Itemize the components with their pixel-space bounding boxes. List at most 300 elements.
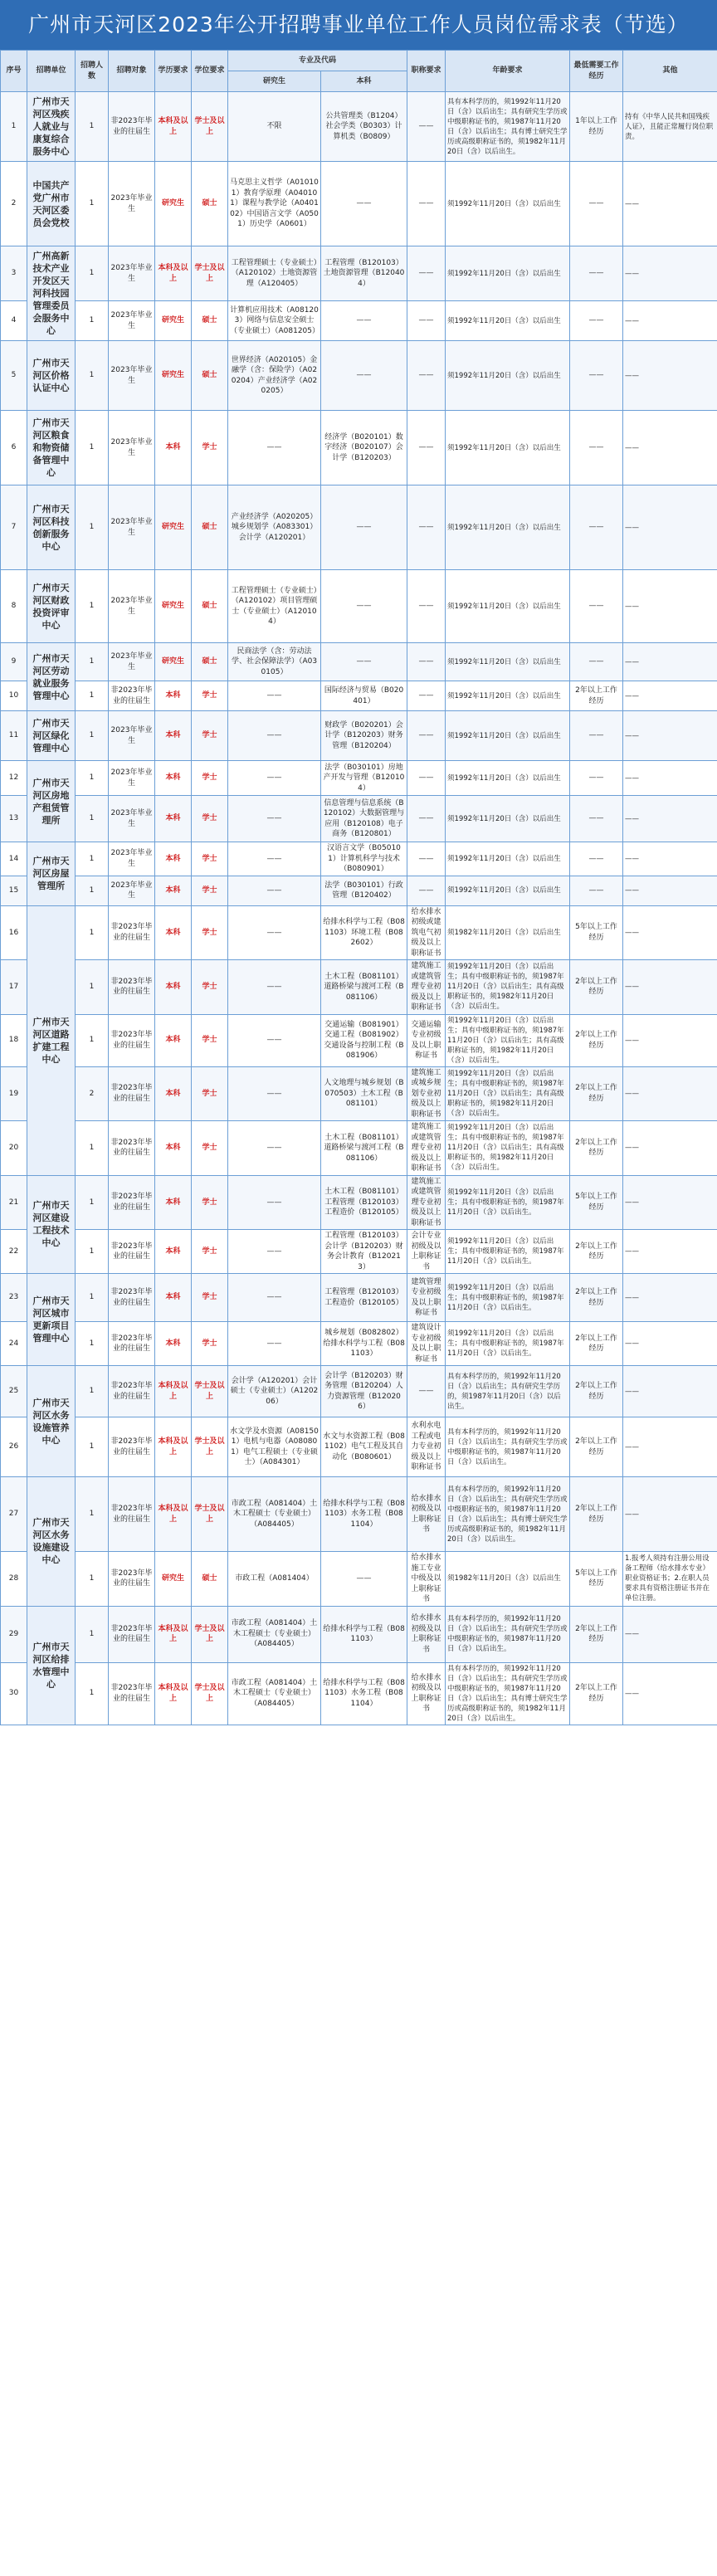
row-other: —— [623, 905, 717, 960]
table-row [1, 643, 717, 681]
row-other: —— [623, 1230, 717, 1274]
row-target: 非2023年毕业的往届生 [109, 1322, 155, 1366]
row-count: 1 [76, 1230, 109, 1274]
row-count: 1 [76, 92, 109, 162]
row-degree: 学士 [192, 1175, 228, 1230]
unit-name: 广州市天河区财政投资评审中心 [27, 570, 76, 643]
row-ug-major: 人文地理与城乡规划（B070503）土木工程（B081101） [321, 1066, 407, 1121]
row-title-req: —— [407, 411, 446, 485]
row-exp-req: —— [570, 796, 623, 842]
row-count: 1 [76, 1274, 109, 1322]
row-age-req: 须1992年11月20日（含）以后出生 [446, 301, 570, 341]
row-ug-major: 土木工程（B081101）道路桥梁与渡河工程（B081106） [321, 1121, 407, 1176]
row-title-req: 建筑设计专业初级及以上职称证书 [407, 1322, 446, 1366]
row-no: 9 [1, 643, 27, 681]
row-title-req: —— [407, 681, 446, 711]
row-edu: 本科及以上 [155, 1606, 192, 1662]
row-exp-req: 2年以上工作经历 [570, 960, 623, 1015]
row-exp-req: 2年以上工作经历 [570, 1274, 623, 1322]
row-ug-major: —— [321, 485, 407, 570]
unit-name: 广州市天河区水务设施管养中心 [27, 1366, 76, 1477]
row-ug-major: 信息管理与信息系统（B120102）大数据管理与应用（B120108）电子商务（B120801） [321, 796, 407, 842]
row-age-req: 须1992年11月20日（含）以后出生 [446, 681, 570, 711]
row-no: 26 [1, 1417, 27, 1477]
row-edu: 研究生 [155, 301, 192, 341]
row-no: 11 [1, 711, 27, 761]
row-title-req: 给水排水初级及以上职称证书 [407, 1662, 446, 1725]
table-row [1, 1366, 717, 1417]
row-edu: 本科 [155, 711, 192, 761]
row-grad-major: —— [228, 1014, 321, 1066]
col-target: 招聘对象 [109, 51, 155, 92]
row-degree: 硕士 [192, 1552, 228, 1607]
row-target: 2023年毕业生 [109, 711, 155, 761]
row-title-req: 交通运输专业初级及以上职称证书 [407, 1014, 446, 1066]
unit-name: 中国共产党广州市天河区委员会党校 [27, 162, 76, 246]
row-no: 6 [1, 411, 27, 485]
row-degree: 学士 [192, 876, 228, 905]
row-ug-major: 工程管理（B120103）工程造价（B120105） [321, 1274, 407, 1322]
row-target: 2023年毕业生 [109, 643, 155, 681]
row-other: —— [623, 960, 717, 1015]
row-grad-major: —— [228, 681, 321, 711]
row-target: 非2023年毕业的往届生 [109, 905, 155, 960]
row-ug-major: 会计学（B120203）财务管理（B120204）人力资源管理（B120206） [321, 1366, 407, 1417]
row-age-req: 须1992年11月20日（含）以后出生 [446, 162, 570, 246]
row-target: 2023年毕业生 [109, 162, 155, 246]
row-count: 1 [76, 1322, 109, 1366]
row-title-req: 建筑管理专业初级及以上职称证书 [407, 1274, 446, 1322]
row-degree: 硕士 [192, 341, 228, 411]
col-age: 年龄要求 [446, 51, 570, 92]
row-grad-major: —— [228, 411, 321, 485]
row-degree: 学士 [192, 411, 228, 485]
row-grad-major: 会计学（A120201）会计硕士（专业硕士）（A120206） [228, 1366, 321, 1417]
row-exp-req: 2年以上工作经历 [570, 1477, 623, 1552]
row-count: 1 [76, 1121, 109, 1176]
row-ug-major: 城乡规划（B082802）给排水科学与工程（B081103） [321, 1322, 407, 1366]
row-title-req: —— [407, 796, 446, 842]
row-age-req: 须1992年11月20日（含）以后出生；具有中级职称证书的，须1987年11月20日（含）以后出生。 [446, 1274, 570, 1322]
row-count: 1 [76, 1477, 109, 1552]
row-no: 15 [1, 876, 27, 905]
row-title-req: 建筑施工或建筑管理专业初级及以上职称证书 [407, 1175, 446, 1230]
row-title-req: 建筑施工或城乡规划专业初级及以上职称证书 [407, 1066, 446, 1121]
row-ug-major: 国际经济与贸易（B020401） [321, 681, 407, 711]
row-ug-major: 公共管理类（B1204）社会学类（B0303）计算机类（B0809） [321, 92, 407, 162]
row-edu: 研究生 [155, 162, 192, 246]
row-target: 非2023年毕业的往届生 [109, 1274, 155, 1322]
row-ug-major: 给排水科学与工程（B081103）水务工程（B081104） [321, 1477, 407, 1552]
row-title-req: —— [407, 1366, 446, 1417]
row-ug-major: 给排水科学与工程（B081103）环境工程（B082602） [321, 905, 407, 960]
row-count: 2 [76, 1066, 109, 1121]
recruitment-table [0, 50, 717, 1725]
row-edu: 本科及以上 [155, 92, 192, 162]
row-no: 29 [1, 1606, 27, 1662]
row-ug-major: 水文与水资源工程（B081102）电气工程及其自动化（B080601） [321, 1417, 407, 1477]
row-ug-major: —— [321, 1552, 407, 1607]
col-major-group: 专业及代码 [228, 51, 407, 71]
row-target: 2023年毕业生 [109, 761, 155, 796]
row-age-req: 须1992年11月20日（含）以后出生；具有中级职称证书的，须1987年11月20日（含）以后出生；具有高级职称证书的，须1982年11月20日（含）以后出生。 [446, 1066, 570, 1121]
table-row [1, 411, 717, 485]
row-edu: 本科及以上 [155, 1477, 192, 1552]
row-ug-major: 法学（B030101）房地产开发与管理（B120104） [321, 761, 407, 796]
table-row [1, 1552, 717, 1607]
row-count: 1 [76, 570, 109, 643]
row-title-req: —— [407, 842, 446, 876]
row-grad-major: —— [228, 1322, 321, 1366]
row-edu: 本科及以上 [155, 1417, 192, 1477]
table-row [1, 1066, 717, 1121]
table-row [1, 301, 717, 341]
row-ug-major: —— [321, 162, 407, 246]
row-count: 1 [76, 1366, 109, 1417]
row-title-req: 给水排水施工专业中级及以上职称证书 [407, 1552, 446, 1607]
table-row [1, 761, 717, 796]
row-age-req: 须1992年11月20日（含）以后出生 [446, 796, 570, 842]
row-exp-req: —— [570, 485, 623, 570]
row-title-req: 给水排水初级或建筑电气初级及以上职称证书 [407, 905, 446, 960]
row-other: —— [623, 796, 717, 842]
col-exp: 最低需要工作经历 [570, 51, 623, 92]
col-edu: 学历要求 [155, 51, 192, 92]
row-count: 1 [76, 1606, 109, 1662]
row-age-req: 具有本科学历的，须1992年11月20日（含）以后出生；具有研究生学历或中级职称证书的，须1987年11月20日（含）以后出生。 [446, 1417, 570, 1477]
row-exp-req: 2年以上工作经历 [570, 1366, 623, 1417]
col-unit: 招聘单位 [27, 51, 76, 92]
row-grad-major: —— [228, 796, 321, 842]
table-row [1, 570, 717, 643]
unit-name: 广州市天河区科技创新服务中心 [27, 485, 76, 570]
row-other: —— [623, 1014, 717, 1066]
row-edu: 本科 [155, 905, 192, 960]
row-edu: 本科 [155, 1322, 192, 1366]
row-other: —— [623, 1121, 717, 1176]
row-edu: 本科 [155, 761, 192, 796]
row-degree: 学士及以上 [192, 1417, 228, 1477]
unit-name: 广州市天河区残疾人就业与康复综合服务中心 [27, 92, 76, 162]
table-row [1, 681, 717, 711]
table-row [1, 1417, 717, 1477]
col-degree: 学位要求 [192, 51, 228, 92]
row-exp-req: —— [570, 761, 623, 796]
row-title-req: —— [407, 92, 446, 162]
row-edu: 研究生 [155, 643, 192, 681]
row-degree: 硕士 [192, 643, 228, 681]
row-other: —— [623, 842, 717, 876]
unit-name: 广州高新技术产业开发区天河科技园管理委员会服务中心 [27, 246, 76, 341]
row-age-req: 须1992年11月20日（含）以后出生 [446, 246, 570, 301]
row-degree: 学士及以上 [192, 1477, 228, 1552]
row-ug-major: 土木工程（B081101）道路桥梁与渡河工程（B081106） [321, 960, 407, 1015]
row-age-req: 须1992年11月20日（含）以后出生 [446, 485, 570, 570]
row-exp-req: 2年以上工作经历 [570, 1066, 623, 1121]
row-count: 1 [76, 485, 109, 570]
row-grad-major: —— [228, 1175, 321, 1230]
row-target: 2023年毕业生 [109, 411, 155, 485]
row-age-req: 具有本科学历的，须1992年11月20日（含）以后出生；具有研究生学历的，须1987年11月20日（含）以后出生。 [446, 1366, 570, 1417]
row-count: 1 [76, 301, 109, 341]
row-no: 30 [1, 1662, 27, 1725]
unit-name: 广州市天河区城市更新项目管理中心 [27, 1274, 76, 1366]
row-age-req: 须1992年11月20日（含）以后出生 [446, 643, 570, 681]
row-degree: 学士及以上 [192, 1662, 228, 1725]
row-grad-major: 世界经济（A020105）金融学（含：保险学）（A020204）产业经济学（A020205） [228, 341, 321, 411]
table-row [1, 92, 717, 162]
row-exp-req: 2年以上工作经历 [570, 1662, 623, 1725]
row-exp-req: 2年以上工作经历 [570, 1322, 623, 1366]
row-no: 19 [1, 1066, 27, 1121]
row-count: 1 [76, 1417, 109, 1477]
row-edu: 研究生 [155, 341, 192, 411]
row-age-req: 须1992年11月20日（含）以后出生；具有中级职称证书的，须1987年11月20日（含）以后出生；具有高级职称证书的，须1982年11月20日（含）以后出生。 [446, 960, 570, 1015]
row-edu: 本科 [155, 681, 192, 711]
row-ug-major: 财政学（B020201）会计学（B120203）财务管理（B120204） [321, 711, 407, 761]
table-row [1, 1606, 717, 1662]
row-other: —— [623, 301, 717, 341]
row-exp-req: —— [570, 570, 623, 643]
row-no: 10 [1, 681, 27, 711]
row-title-req: 建筑施工或建筑管理专业初级及以上职称证书 [407, 1121, 446, 1176]
table-row [1, 1014, 717, 1066]
row-count: 1 [76, 681, 109, 711]
row-target: 2023年毕业生 [109, 341, 155, 411]
row-no: 4 [1, 301, 27, 341]
table-row [1, 711, 717, 761]
row-target: 2023年毕业生 [109, 485, 155, 570]
row-edu: 本科及以上 [155, 1662, 192, 1725]
row-other: —— [623, 1274, 717, 1322]
row-other: —— [623, 1066, 717, 1121]
row-degree: 学士及以上 [192, 246, 228, 301]
row-title-req: —— [407, 761, 446, 796]
unit-name: 广州市天河区给排水管理中心 [27, 1606, 76, 1725]
row-age-req: 须1992年11月20日（含）以后出生 [446, 876, 570, 905]
row-ug-major: 汉语言文学（B050101）计算机科学与技术（B080901） [321, 842, 407, 876]
unit-name: 广州市天河区价格认证中心 [27, 341, 76, 411]
row-target: 非2023年毕业的往届生 [109, 1366, 155, 1417]
row-ug-major: —— [321, 341, 407, 411]
col-other: 其他 [623, 51, 717, 92]
row-degree: 学士 [192, 960, 228, 1015]
row-target: 非2023年毕业的往届生 [109, 1417, 155, 1477]
row-title-req: —— [407, 570, 446, 643]
row-edu: 本科 [155, 1121, 192, 1176]
row-title-req: 水利水电工程或电力专业初级及以上职称证书 [407, 1417, 446, 1477]
row-no: 28 [1, 1552, 27, 1607]
col-count: 招聘人数 [76, 51, 109, 92]
row-edu: 研究生 [155, 1552, 192, 1607]
row-degree: 学士 [192, 1014, 228, 1066]
row-age-req: 具有本科学历的，须1992年11月20日（含）以后出生；具有研究生学历或中级职称证书的，须1987年11月20日（含）以后出生；具有博士研究生学历或高级职称证书的，须1982年11月20日（含）以后出生。 [446, 1662, 570, 1725]
row-exp-req: —— [570, 411, 623, 485]
table-body [1, 92, 717, 1725]
table-row [1, 842, 717, 876]
row-count: 1 [76, 796, 109, 842]
row-degree: 学士 [192, 1066, 228, 1121]
row-degree: 学士 [192, 842, 228, 876]
row-other: —— [623, 876, 717, 905]
row-age-req: 须1982年11月20日（含）以后出生 [446, 905, 570, 960]
row-grad-major: 市政工程（A081404） [228, 1552, 321, 1607]
row-count: 1 [76, 1175, 109, 1230]
row-exp-req: 2年以上工作经历 [570, 681, 623, 711]
row-other: —— [623, 681, 717, 711]
row-degree: 硕士 [192, 162, 228, 246]
row-target: 非2023年毕业的往届生 [109, 1175, 155, 1230]
row-edu: 本科 [155, 960, 192, 1015]
row-degree: 学士 [192, 1274, 228, 1322]
row-exp-req: —— [570, 711, 623, 761]
row-ug-major: —— [321, 301, 407, 341]
row-grad-major: 市政工程（A081404）土木工程硕士（专业硕士）（A084405） [228, 1662, 321, 1725]
row-degree: 学士 [192, 796, 228, 842]
row-other: —— [623, 570, 717, 643]
row-no: 18 [1, 1014, 27, 1066]
row-target: 非2023年毕业的往届生 [109, 1230, 155, 1274]
row-age-req: 须1992年11月20日（含）以后出生；具有中级职称证书的，须1987年11月20日（含）以后出生。 [446, 1230, 570, 1274]
row-other: —— [623, 1417, 717, 1477]
row-edu: 本科 [155, 1230, 192, 1274]
row-target: 非2023年毕业的往届生 [109, 1662, 155, 1725]
table-row [1, 960, 717, 1015]
row-other: —— [623, 246, 717, 301]
unit-name: 广州市天河区绿化管理中心 [27, 711, 76, 761]
row-count: 1 [76, 643, 109, 681]
row-other: —— [623, 162, 717, 246]
row-exp-req: —— [570, 341, 623, 411]
row-target: 非2023年毕业的往届生 [109, 1066, 155, 1121]
row-grad-major: —— [228, 1230, 321, 1274]
row-exp-req: —— [570, 643, 623, 681]
row-grad-major: 市政工程（A081404）土木工程硕士（专业硕士）（A084405） [228, 1606, 321, 1662]
row-age-req: 须1992年11月20日（含）以后出生 [446, 711, 570, 761]
row-grad-major: 水文学及水资源（A081501）电机与电器（A080801）电气工程硕士（专业硕士）（A084301） [228, 1417, 321, 1477]
row-no: 23 [1, 1274, 27, 1322]
unit-name: 广州市天河区房地产租赁管理所 [27, 761, 76, 842]
row-ug-major: 土木工程（B081101）工程管理（B120103）工程造价（B120105） [321, 1175, 407, 1230]
row-age-req: 须1992年11月20日（含）以后出生 [446, 411, 570, 485]
table-row [1, 1274, 717, 1322]
row-exp-req: 2年以上工作经历 [570, 1230, 623, 1274]
row-target: 非2023年毕业的往届生 [109, 1606, 155, 1662]
row-ug-major: 经济学（B020101）数字经济（B020107）会计学（B120203） [321, 411, 407, 485]
unit-name: 广州市天河区房屋管理所 [27, 842, 76, 906]
row-degree: 学士 [192, 761, 228, 796]
row-no: 16 [1, 905, 27, 960]
row-age-req: 须1992年11月20日（含）以后出生 [446, 341, 570, 411]
row-exp-req: 2年以上工作经历 [570, 1606, 623, 1662]
row-exp-req: 5年以上工作经历 [570, 1552, 623, 1607]
row-title-req: —— [407, 711, 446, 761]
row-exp-req: —— [570, 876, 623, 905]
row-count: 1 [76, 876, 109, 905]
row-target: 2023年毕业生 [109, 842, 155, 876]
row-exp-req: 1年以上工作经历 [570, 92, 623, 162]
row-grad-major: —— [228, 960, 321, 1015]
row-other: —— [623, 411, 717, 485]
table-row [1, 246, 717, 301]
row-other: —— [623, 341, 717, 411]
table-row [1, 1121, 717, 1176]
row-edu: 本科 [155, 796, 192, 842]
row-no: 7 [1, 485, 27, 570]
row-age-req: 须1992年11月20日（含）以后出生；具有中级职称证书的，须1987年11月20日（含）以后出生。 [446, 1322, 570, 1366]
row-grad-major: 工程管理硕士（专业硕士）（A120102）土地资源管理（A120405） [228, 246, 321, 301]
row-title-req: 建筑施工或建筑管理专业初级及以上职称证书 [407, 960, 446, 1015]
row-edu: 本科及以上 [155, 246, 192, 301]
row-age-req: 具有本科学历的，须1992年11月20日（含）以后出生；具有研究生学历或中级职称证书的，须1987年11月20日（含）以后出生；具有博士研究生学历或高级职称证书的，须1982年11月20日（含）以后出生。 [446, 92, 570, 162]
row-ug-major: —— [321, 570, 407, 643]
row-no: 25 [1, 1366, 27, 1417]
unit-name: 广州市天河区道路扩建工程中心 [27, 905, 76, 1175]
row-age-req: 须1992年11月20日（含）以后出生 [446, 570, 570, 643]
table-row [1, 341, 717, 411]
row-exp-req: 2年以上工作经历 [570, 1014, 623, 1066]
row-age-req: 须1982年11月20日（含）以后出生 [446, 1552, 570, 1607]
row-target: 2023年毕业生 [109, 246, 155, 301]
row-edu: 本科 [155, 411, 192, 485]
row-no: 8 [1, 570, 27, 643]
row-no: 13 [1, 796, 27, 842]
row-degree: 学士 [192, 1121, 228, 1176]
table-row [1, 1230, 717, 1274]
row-age-req: 须1992年11月20日（含）以后出生 [446, 842, 570, 876]
row-count: 1 [76, 162, 109, 246]
row-other: 1.报考人须持有注册公用设备工程师（给水排水专业）职业资格证书；2.在职人员要求具有资格注册证书并在单位注册。 [623, 1552, 717, 1607]
row-no: 1 [1, 92, 27, 162]
row-grad-major: —— [228, 1121, 321, 1176]
table-row [1, 1175, 717, 1230]
row-other: —— [623, 1175, 717, 1230]
row-title-req: —— [407, 162, 446, 246]
row-target: 2023年毕业生 [109, 301, 155, 341]
row-degree: 学士 [192, 1322, 228, 1366]
row-edu: 本科 [155, 1066, 192, 1121]
row-grad-major: 马克思主义哲学（A010101）教育学原理（A040101）课程与教学论（A040102）中国语言文学（A0501）历史学（A0601） [228, 162, 321, 246]
row-edu: 本科 [155, 1175, 192, 1230]
row-exp-req: 5年以上工作经历 [570, 905, 623, 960]
row-count: 1 [76, 960, 109, 1015]
row-degree: 硕士 [192, 485, 228, 570]
row-exp-req: —— [570, 162, 623, 246]
row-target: 非2023年毕业的往届生 [109, 1552, 155, 1607]
row-no: 14 [1, 842, 27, 876]
row-edu: 本科 [155, 1274, 192, 1322]
row-count: 1 [76, 246, 109, 301]
unit-name: 广州市天河区建设工程技术中心 [27, 1175, 76, 1274]
row-ug-major: 工程管理（B120103）土地资源管理（B120404） [321, 246, 407, 301]
row-target: 2023年毕业生 [109, 796, 155, 842]
row-ug-major: 给排水科学与工程（B081103） [321, 1606, 407, 1662]
row-other: —— [623, 485, 717, 570]
row-count: 1 [76, 842, 109, 876]
row-grad-major: 工程管理硕士（专业硕士）（A120102）项目管理硕士（专业硕士）（A120104） [228, 570, 321, 643]
row-exp-req: —— [570, 246, 623, 301]
table-row [1, 162, 717, 246]
row-age-req: 须1992年11月20日（含）以后出生；具有中级职称证书的，须1987年11月20日（含）以后出生。 [446, 1175, 570, 1230]
row-no: 12 [1, 761, 27, 796]
row-other: —— [623, 1366, 717, 1417]
row-title-req: —— [407, 485, 446, 570]
row-exp-req: —— [570, 301, 623, 341]
table-row [1, 485, 717, 570]
row-degree: 学士 [192, 681, 228, 711]
table-row [1, 1662, 717, 1725]
col-ug: 本科 [321, 71, 407, 92]
